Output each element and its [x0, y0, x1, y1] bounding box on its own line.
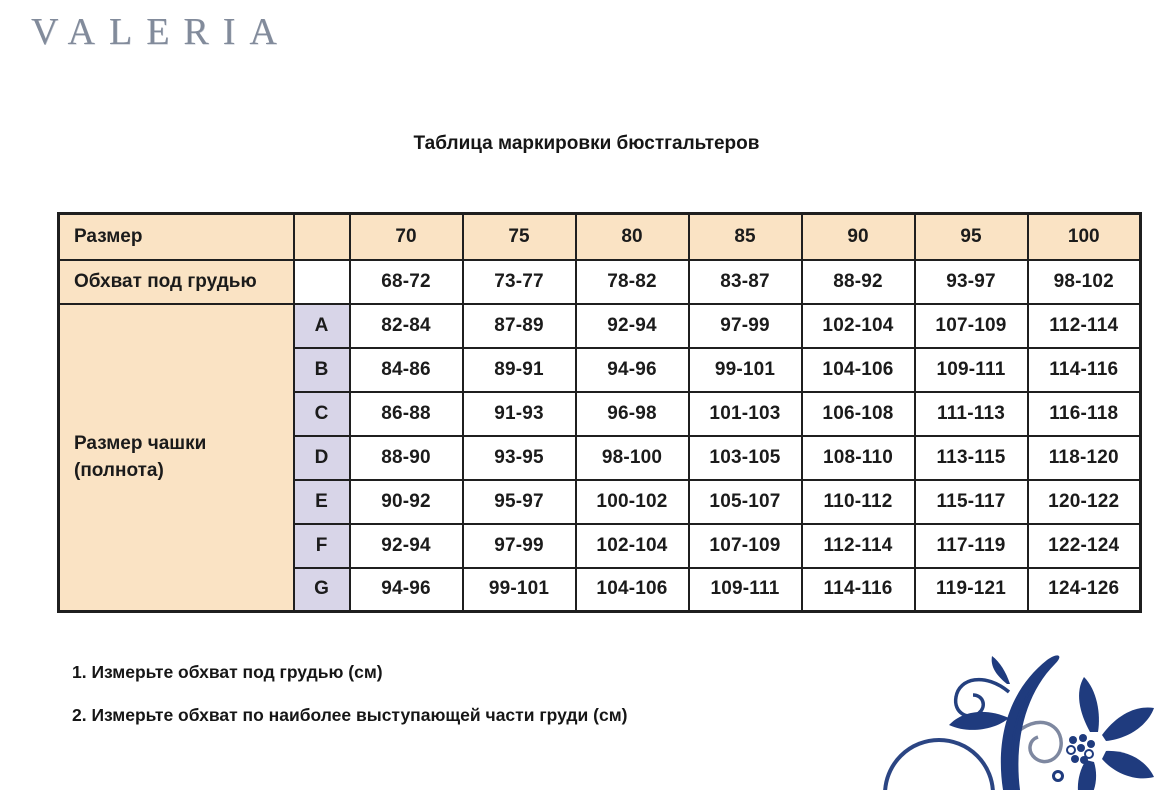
cup-value: 93-95 — [463, 436, 576, 480]
cup-value: 96-98 — [576, 392, 689, 436]
cup-value: 91-93 — [463, 392, 576, 436]
cup-value: 112-114 — [1028, 304, 1141, 348]
size-col-header: 100 — [1028, 214, 1141, 260]
cup-value: 106-108 — [802, 392, 915, 436]
measuring-instructions — [72, 662, 627, 748]
cup-value: 82-84 — [350, 304, 463, 348]
size-col-header: 80 — [576, 214, 689, 260]
size-row-label: Размер — [59, 214, 294, 260]
cup-value: 103-105 — [689, 436, 802, 480]
cup-value: 113-115 — [915, 436, 1028, 480]
bra-size-table — [57, 212, 1142, 613]
cup-value: 124-126 — [1028, 568, 1141, 612]
cup-value: 86-88 — [350, 392, 463, 436]
cup-value: 94-96 — [350, 568, 463, 612]
cup-value: 112-114 — [802, 524, 915, 568]
cup-letter: F — [294, 524, 350, 568]
underbust-value: 88-92 — [802, 260, 915, 304]
cup-value: 99-101 — [463, 568, 576, 612]
underbust-value: 73-77 — [463, 260, 576, 304]
underbust-value: 93-97 — [915, 260, 1028, 304]
size-col-header: 75 — [463, 214, 576, 260]
cup-value: 119-121 — [915, 568, 1028, 612]
cup-value: 90-92 — [350, 480, 463, 524]
cup-value: 92-94 — [576, 304, 689, 348]
cup-value: 117-119 — [915, 524, 1028, 568]
underbust-value: 83-87 — [689, 260, 802, 304]
cup-value: 94-96 — [576, 348, 689, 392]
brand-logo: VALERIA — [31, 11, 291, 53]
cup-value: 84-86 — [350, 348, 463, 392]
cup-value: 114-116 — [1028, 348, 1141, 392]
cup-value: 97-99 — [689, 304, 802, 348]
cup-value: 107-109 — [689, 524, 802, 568]
cup-value: 115-117 — [915, 480, 1028, 524]
page-title: Таблица маркировки бюстгальтеров — [413, 133, 760, 154]
size-col-header: 85 — [689, 214, 802, 260]
cup-label-line2: (полнота) — [74, 460, 164, 482]
cup-value: 118-120 — [1028, 436, 1141, 480]
empty-corner-cell — [294, 214, 350, 260]
cup-value: 101-103 — [689, 392, 802, 436]
underbust-value: 78-82 — [576, 260, 689, 304]
cup-value: 108-110 — [802, 436, 915, 480]
cup-value: 87-89 — [463, 304, 576, 348]
instruction-step-2: 2. Измерьте обхват по наиболее выступающей части груди (см) — [72, 705, 628, 725]
cup-value: 102-104 — [576, 524, 689, 568]
table-row-underbust — [59, 260, 1141, 304]
cup-size-block-label — [59, 304, 294, 612]
cup-value: 105-107 — [689, 480, 802, 524]
cup-value: 100-102 — [576, 480, 689, 524]
cup-value: 89-91 — [463, 348, 576, 392]
cup-value: 97-99 — [463, 524, 576, 568]
cup-value: 110-112 — [802, 480, 915, 524]
cup-value: 92-94 — [350, 524, 463, 568]
empty-cell — [294, 260, 350, 304]
cup-value: 102-104 — [802, 304, 915, 348]
cup-letter: E — [294, 480, 350, 524]
size-col-header: 70 — [350, 214, 463, 260]
cup-value: 99-101 — [689, 348, 802, 392]
cup-value: 109-111 — [689, 568, 802, 612]
table-row-size — [59, 214, 1141, 260]
table-row-cup-A — [59, 304, 1141, 348]
cup-letter: D — [294, 436, 350, 480]
cup-value: 104-106 — [802, 348, 915, 392]
underbust-row-label: Обхват под грудью — [59, 260, 294, 304]
floral-flourish-ornament — [857, 652, 1173, 790]
cup-letter: A — [294, 304, 350, 348]
cup-letter: C — [294, 392, 350, 436]
underbust-value: 68-72 — [350, 260, 463, 304]
cup-letter: G — [294, 568, 350, 612]
size-col-header: 95 — [915, 214, 1028, 260]
cup-value: 98-100 — [576, 436, 689, 480]
cup-value: 111-113 — [915, 392, 1028, 436]
underbust-value: 98-102 — [1028, 260, 1141, 304]
cup-value: 88-90 — [350, 436, 463, 480]
cup-value: 116-118 — [1028, 392, 1141, 436]
cup-value: 109-111 — [915, 348, 1028, 392]
cup-value: 114-116 — [802, 568, 915, 612]
instruction-step-1: 1. Измерьте обхват под грудью (см) — [72, 662, 383, 682]
cup-value: 95-97 — [463, 480, 576, 524]
cup-value: 104-106 — [576, 568, 689, 612]
cup-letter: B — [294, 348, 350, 392]
cup-value: 120-122 — [1028, 480, 1141, 524]
cup-value: 122-124 — [1028, 524, 1141, 568]
size-col-header: 90 — [802, 214, 915, 260]
cup-value: 107-109 — [915, 304, 1028, 348]
cup-label-line1: Размер чашки — [74, 432, 207, 454]
